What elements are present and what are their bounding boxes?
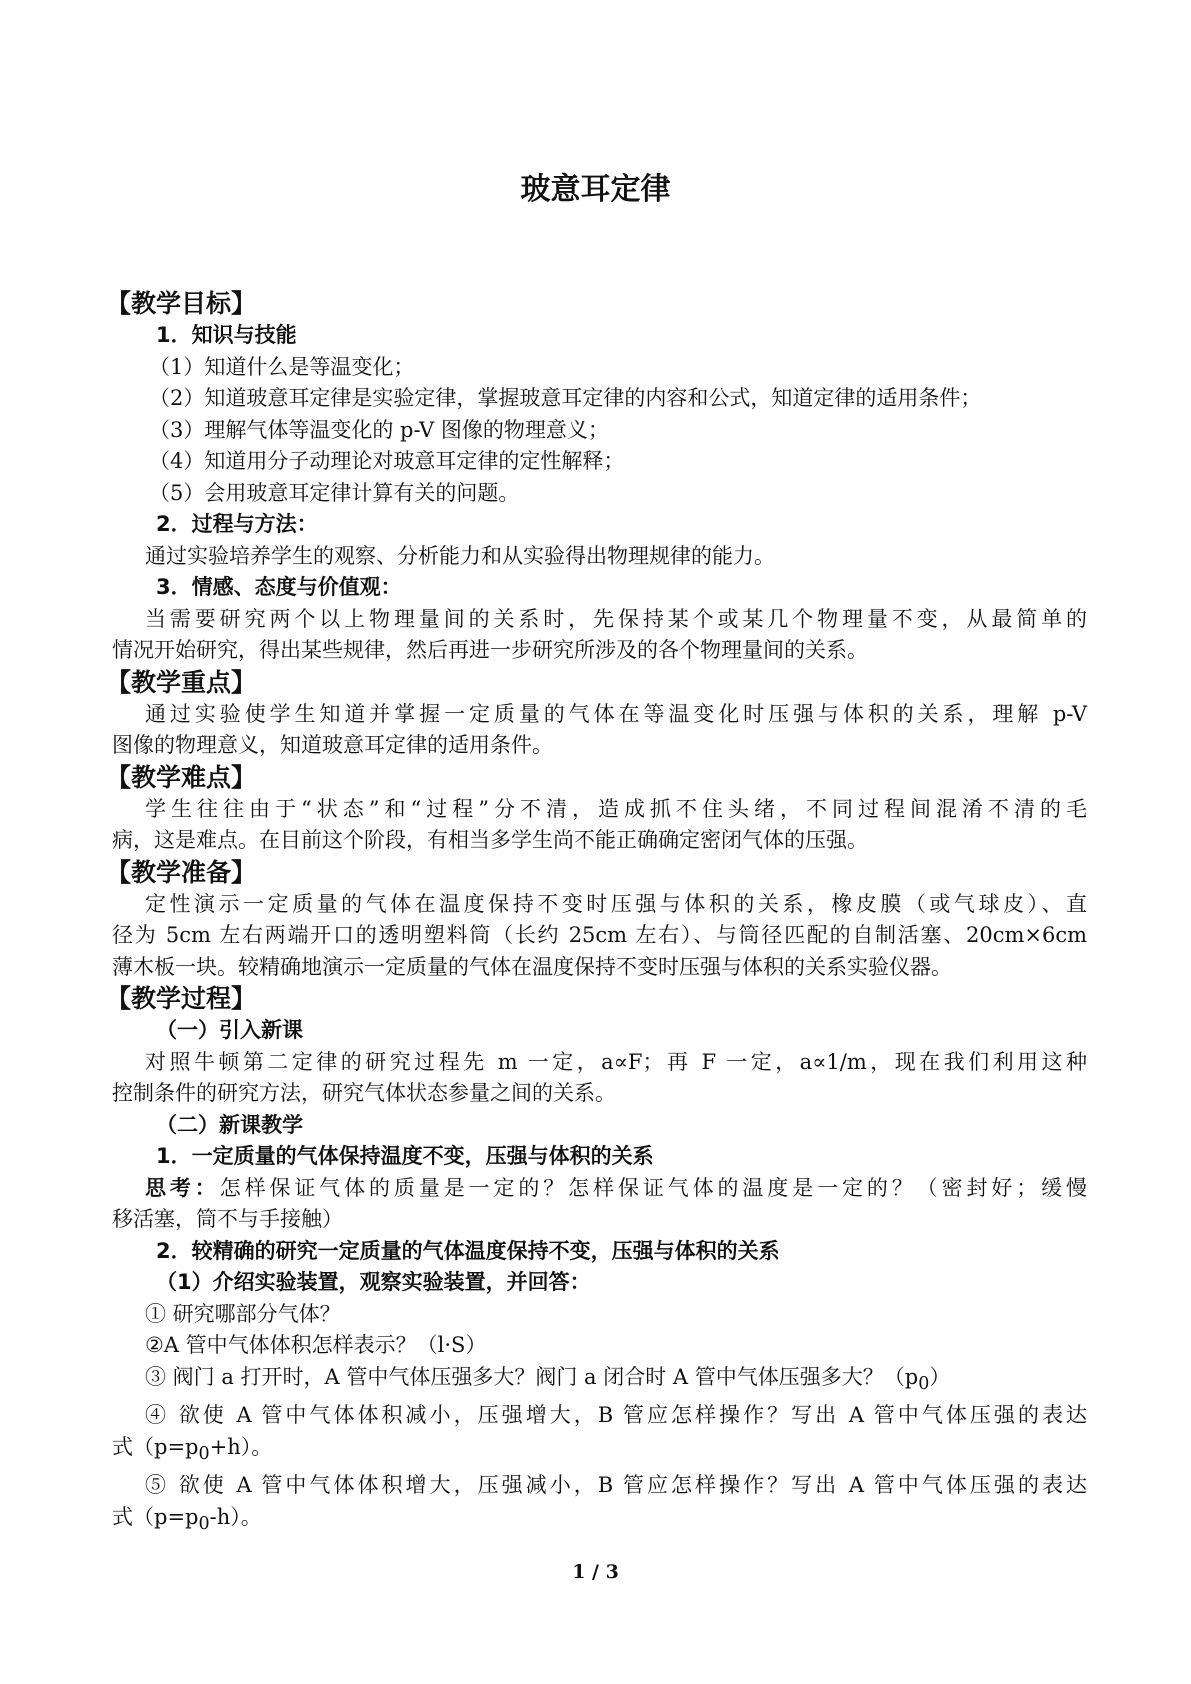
- paragraph-keypoints-line: 图像的物理意义，知道玻意耳定律的适用条件。: [112, 733, 553, 757]
- paragraph-difficulties-line: 病，这是难点。在目前这个阶段，有相当多学生尚不能正确确定密闭气体的压强。: [112, 828, 868, 852]
- subheading-intro: （一）引入新课: [156, 1018, 303, 1042]
- section-heading-difficulties: 【教学难点】: [106, 762, 257, 792]
- paragraph-process-method: 通过实验培养学生的观察、分析能力和从实验得出物理规律的能力。: [145, 543, 775, 568]
- paragraph-preparation-line: 薄木板一块。较精确地演示一定质量的气体在温度保持不变时压强与体积的关系实验仪器。: [112, 954, 952, 979]
- question-item: ④ 欲使 A 管中气体体积减小，压强增大，B 管应怎样操作？写出 A 管中气体压强的表达: [145, 1403, 1087, 1428]
- formula-text: 式（p=p: [112, 1434, 199, 1459]
- section-heading-keypoints: 【教学重点】: [106, 667, 257, 697]
- subheading-process-method: 2．过程与方法：: [156, 512, 318, 536]
- document-body: [106, 288, 1088, 1541]
- question-item: ②A 管中气体体积怎样表示？（l·S）: [145, 1333, 487, 1357]
- subscript: 0: [918, 1373, 930, 1394]
- question-item: ⑤ 欲使 A 管中气体体积增大，压强减小，B 管应怎样操作？写出 A 管中气体压强的表达: [145, 1473, 1087, 1498]
- paragraph-intro-line: 对照牛顿第二定律的研究过程先 m 一定，a∝F；再 F 一定，a∝1/m，现在我们利用这种: [145, 1049, 1087, 1074]
- subscript: 0: [198, 1514, 210, 1535]
- subheading-knowledge: 1．知识与技能: [156, 323, 297, 347]
- subheading-emotion: 3．情感、态度与价值观：: [156, 575, 402, 599]
- document-title: 玻意耳定律: [520, 172, 671, 207]
- think-label: 思考：: [145, 1175, 220, 1200]
- question-item: ① 研究哪部分气体？: [145, 1301, 341, 1326]
- question-text-end: ）: [929, 1364, 951, 1389]
- page-number: 1 / 3: [572, 1561, 619, 1583]
- formula-text-end: +h）。: [209, 1434, 273, 1459]
- paragraph-intro-line: 控制条件的研究方法，研究气体状态参量之间的关系。: [112, 1081, 616, 1105]
- section-heading-process: 【教学过程】: [106, 984, 257, 1013]
- subscript: 0: [198, 1443, 210, 1464]
- question-item: [112, 1362, 1087, 1401]
- question-item-cont: [112, 1502, 1087, 1541]
- paragraph-preparation-line: 径为 5cm 左右两端开口的透明塑料筒（长约 25cm 左右）、与筒径匹配的自制活塞、20cm×6cm: [112, 923, 1087, 947]
- paragraph-think-line: 移活塞，筒不与手接触）: [112, 1207, 343, 1231]
- section-heading-objectives: 【教学目标】: [106, 289, 257, 318]
- paragraph-keypoints-line: 通过实验使学生知道并掌握一定质量的气体在等温变化时压强与体积的关系，理解 p-V: [145, 701, 1087, 726]
- section-heading-preparation: 【教学准备】: [106, 857, 257, 887]
- question-item-cont: [112, 1432, 1087, 1471]
- formula-text: 式（p=p: [112, 1504, 199, 1529]
- question-text: ③ 阀门 a 打开时，A 管中气体压强多大？阀门 a 闭合时 A 管中气体压强多大？（p: [145, 1364, 919, 1389]
- subheading-apparatus: （1）介绍实验装置，观察实验装置，并回答：: [156, 1270, 591, 1294]
- think-text: 怎样保证气体的质量是一定的？怎样保证气体的温度是一定的？（密封好；缓慢: [219, 1175, 1088, 1200]
- objective-item: （5）会用玻意耳定律计算有关的问题。: [149, 480, 520, 505]
- paragraph-preparation-line: 定性演示一定质量的气体在温度保持不变时压强与体积的关系，橡皮膜（或气球皮）、直: [145, 891, 1087, 916]
- subheading-new-lesson: （二）新课教学: [156, 1112, 303, 1137]
- objective-item: （2）知道玻意耳定律是实验定律，掌握玻意耳定律的内容和公式，知道定律的适用条件；: [149, 386, 982, 410]
- paragraph-emotion-line: 情况开始研究，得出某些规律，然后再进一步研究所涉及的各个物理量间的关系。: [112, 638, 868, 662]
- subheading-item2: 2．较精确的研究一定质量的气体温度保持不变，压强与体积的关系: [156, 1238, 780, 1263]
- objective-item: （4）知道用分子动理论对玻意耳定律的定性解释；: [149, 449, 625, 473]
- subheading-item1: 1．一定质量的气体保持温度不变，压强与体积的关系: [156, 1144, 654, 1168]
- objective-item: （3）理解气体等温变化的 p-V 图像的物理意义；: [149, 417, 609, 442]
- paragraph-difficulties-line: 学生往往由于“状态”和“过程”分不清，造成抓不住头绪，不同过程间混淆不清的毛: [145, 796, 1087, 821]
- formula-text-end: -h）。: [209, 1504, 262, 1529]
- paragraph-think-line: [112, 1173, 1087, 1205]
- objective-item: （1）知道什么是等温变化；: [149, 354, 415, 379]
- paragraph-emotion-line: 当需要研究两个以上物理量间的关系时，先保持某个或某几个物理量不变，从最简单的: [145, 606, 1087, 631]
